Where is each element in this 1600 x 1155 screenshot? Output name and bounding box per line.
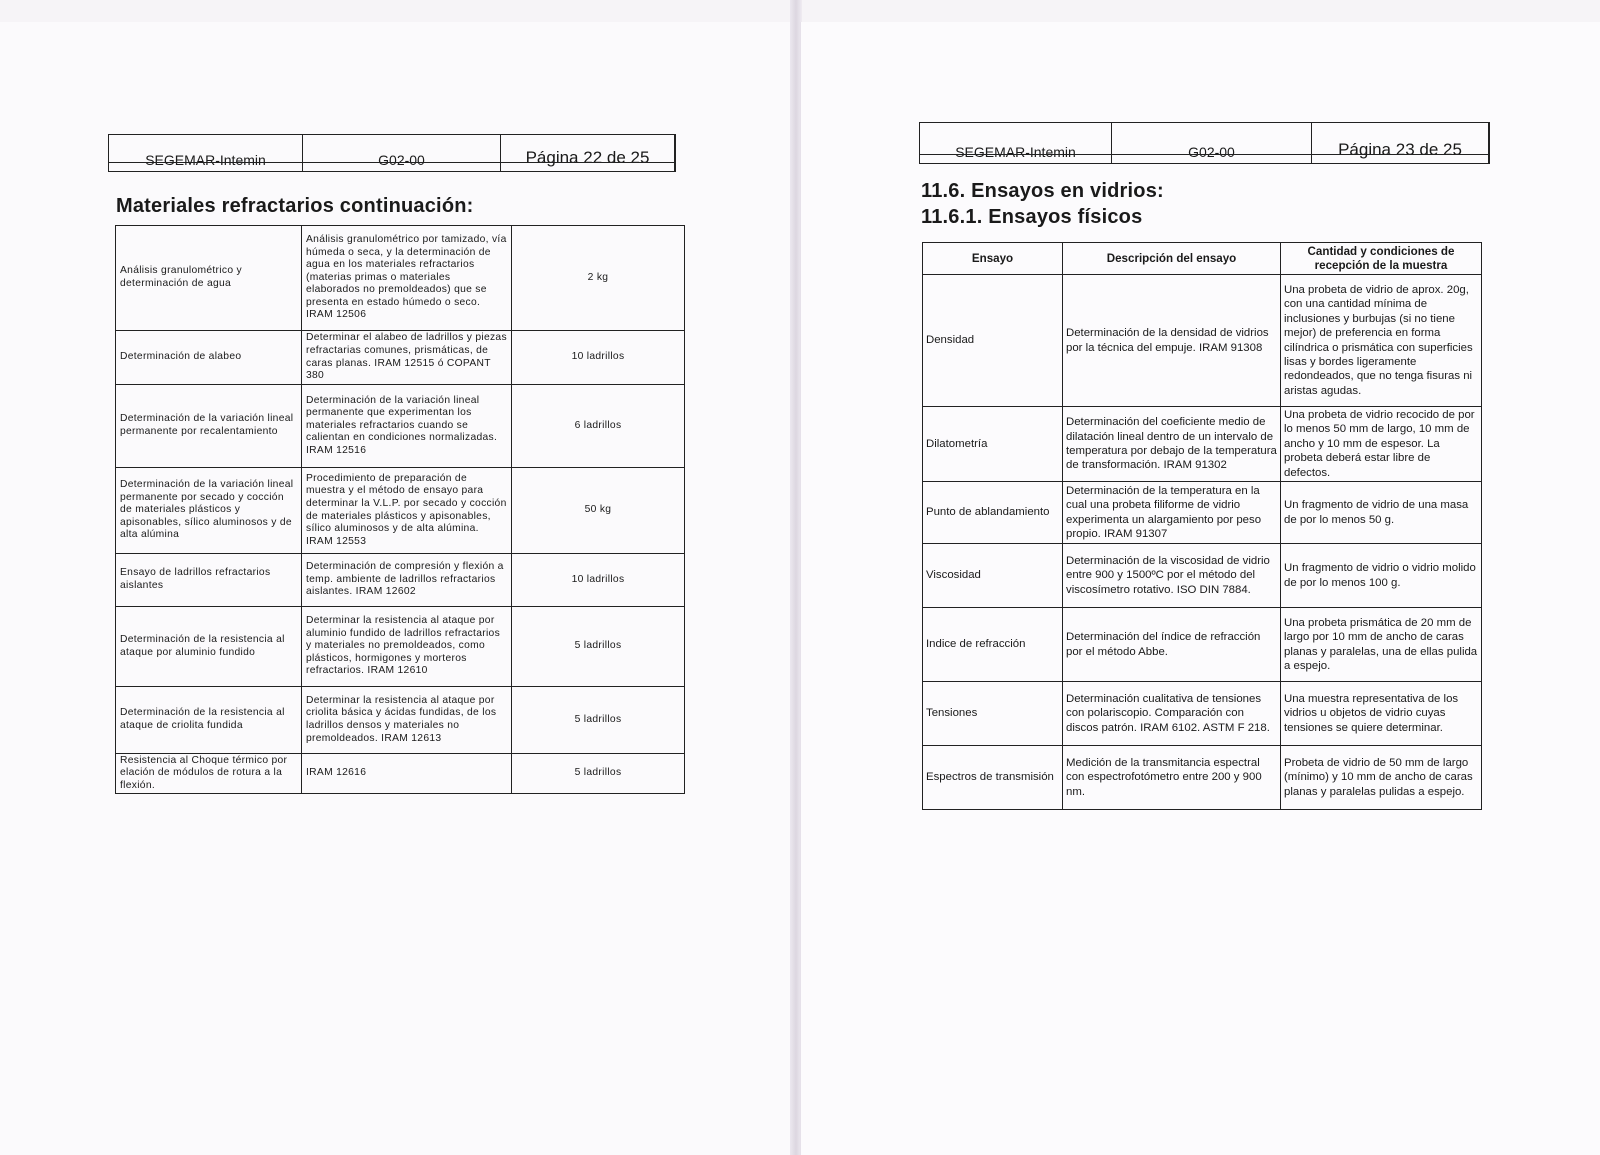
sample-quantity-cell: 50 kg: [512, 468, 685, 554]
column-header-test: Ensayo: [923, 243, 1063, 275]
table-row: [116, 331, 685, 385]
test-name-cell: Dilatometría: [923, 407, 1063, 482]
test-name-cell: Determinación de la variación lineal permanente por secado y cocción de materiales plásticos y apisonables, sílico aluminosos y de alta alúmina: [116, 468, 302, 554]
section-heading: Materiales refractarios continuación:: [116, 195, 474, 217]
test-name-cell: Viscosidad: [923, 544, 1063, 608]
header-page-number: Página 23 de 25: [1312, 123, 1489, 163]
table-row: [116, 554, 685, 607]
refractories-table: [115, 225, 685, 794]
test-description-cell: Determinación del coeficiente medio de dilatación lineal dentro de un intervalo de temperatura por debajo de la temperatura de transformación. IRAM 91302: [1063, 407, 1281, 482]
table-row: [923, 608, 1482, 682]
test-name-cell: Determinación de la resistencia al ataque de criolita fundida: [116, 687, 302, 754]
sample-quantity-cell: 5 ladrillos: [512, 687, 685, 754]
test-name-cell: Indice de refracción: [923, 608, 1063, 682]
table-row: [116, 754, 685, 794]
header-code: G02-00: [303, 135, 501, 171]
sample-conditions-cell: Un fragmento de vidrio de una masa de por lo menos 50 g.: [1281, 482, 1482, 544]
test-name-cell: Punto de ablandamiento: [923, 482, 1063, 544]
right-page-header: [919, 122, 1490, 164]
header-org: SEGEMAR-Intemin: [920, 123, 1112, 163]
sample-conditions-cell: Probeta de vidrio de 50 mm de largo (mínimo) y 10 mm de ancho de caras planas y paralelas pulidas a espejo.: [1281, 746, 1482, 810]
table-row: [923, 682, 1482, 746]
test-name-cell: Determinación de alabeo: [116, 331, 302, 385]
test-description-cell: IRAM 12616: [302, 754, 512, 794]
sample-conditions-cell: Una probeta de vidrio recocido de por lo menos 50 mm de largo, 10 mm de ancho y 10 mm de espesor. La probeta deberá estar libre de defectos.: [1281, 407, 1482, 482]
test-description-cell: Determinar la resistencia al ataque por criolita básica y ácidas fundidas, de los ladrillos densos y materiales no premoldeados. IRAM 12613: [302, 687, 512, 754]
table-row: [923, 482, 1482, 544]
sample-quantity-cell: 10 ladrillos: [512, 331, 685, 385]
table-row: [923, 544, 1482, 608]
sample-conditions-cell: Un fragmento de vidrio o vidrio molido de por lo menos 100 g.: [1281, 544, 1482, 608]
column-header-sample: Cantidad y condiciones de recepción de la muestra: [1281, 243, 1482, 275]
header-rule: [109, 162, 675, 163]
table-header-row: [923, 243, 1482, 275]
test-description-cell: Determinación de la viscosidad de vidrio entre 900 y 1500ºC por el método del viscosímetro rotativo. ISO DIN 7884.: [1063, 544, 1281, 608]
test-description-cell: Determinación de la densidad de vidrios por la técnica del empuje. IRAM 91308: [1063, 275, 1281, 407]
table-row: [116, 226, 685, 331]
test-name-cell: Ensayo de ladrillos refractarios aislantes: [116, 554, 302, 607]
test-name-cell: Determinación de la variación lineal permanente por recalentamiento: [116, 385, 302, 468]
test-description-cell: Determinar el alabeo de ladrillos y piezas refractarias comunes, prismáticas, de caras planas. IRAM 12515 ó COPANT 380: [302, 331, 512, 385]
sample-quantity-cell: 5 ladrillos: [512, 754, 685, 794]
header-page-number: Página 22 de 25: [501, 135, 675, 171]
test-description-cell: Análisis granulométrico por tamizado, vía húmeda o seca, y la determinación de agua en los materiales refractarios (materias primas o materiales elaborados no premoldeados) que se presenta en estado húmedo o seco. IRAM 12506: [302, 226, 512, 331]
test-description-cell: Determinar la resistencia al ataque por aluminio fundido de ladrillos refractarios y materiales no premoldeados, como plásticos, hormigones y morteros refractarios. IRAM 12610: [302, 607, 512, 687]
sample-quantity-cell: 5 ladrillos: [512, 607, 685, 687]
sample-conditions-cell: Una muestra representativa de los vidrios u objetos de vidrio cuyas tensiones se quiere determinar.: [1281, 682, 1482, 746]
column-header-description: Descripción del ensayo: [1063, 243, 1281, 275]
table-row: [116, 687, 685, 754]
test-description-cell: Medición de la transmitancia espectral con espectrofotómetro entre 200 y 900 nm.: [1063, 746, 1281, 810]
table-row: [116, 607, 685, 687]
sample-conditions-cell: Una probeta prismática de 20 mm de largo por 10 mm de ancho de caras planas y paralelas, una de ellas pulida a espejo.: [1281, 608, 1482, 682]
header-org: SEGEMAR-Intemin: [109, 135, 303, 171]
glass-tests-table: [922, 242, 1482, 810]
test-description-cell: Determinación de la temperatura en la cual una probeta filiforme de vidrio experimenta un alargamiento por peso propio. IRAM 91307: [1063, 482, 1281, 544]
test-name-cell: Espectros de transmisión: [923, 746, 1063, 810]
test-name-cell: Análisis granulométrico y determinación de agua: [116, 226, 302, 331]
test-name-cell: Resistencia al Choque térmico por elación de módulos de rotura a la flexión.: [116, 754, 302, 794]
test-description-cell: Determinación cualitativa de tensiones con polariscopio. Comparación con discos patrón. IRAM 6102. ASTM F 218.: [1063, 682, 1281, 746]
table-row: [923, 746, 1482, 810]
test-name-cell: Determinación de la resistencia al ataque por aluminio fundido: [116, 607, 302, 687]
sample-quantity-cell: 6 ladrillos: [512, 385, 685, 468]
header-code: G02-00: [1112, 123, 1312, 163]
sample-quantity-cell: 10 ladrillos: [512, 554, 685, 607]
sample-quantity-cell: 2 kg: [512, 226, 685, 331]
left-page-header: [108, 134, 676, 172]
test-description-cell: Determinación de compresión y flexión a temp. ambiente de ladrillos refractarios aislantes. IRAM 12602: [302, 554, 512, 607]
test-name-cell: Densidad: [923, 275, 1063, 407]
test-description-cell: Determinación del índice de refracción por el método Abbe.: [1063, 608, 1281, 682]
table-row: [116, 385, 685, 468]
subsection-heading: 11.6.1. Ensayos físicos: [921, 206, 1143, 228]
sample-conditions-cell: Una probeta de vidrio de aprox. 20g, con una cantidad mínima de inclusiones y burbujas (si no tiene mejor) de preferencia en forma cilíndrica o prismática con superficies lisas y bordes ligeramente redondeados, que no tenga fisuras ni aristas agudas.: [1281, 275, 1482, 407]
table-row: [923, 407, 1482, 482]
section-heading: 11.6. Ensayos en vidrios:: [921, 180, 1164, 202]
table-row: [116, 468, 685, 554]
header-rule: [920, 154, 1489, 155]
table-row: [923, 275, 1482, 407]
test-name-cell: Tensiones: [923, 682, 1063, 746]
test-description-cell: Procedimiento de preparación de muestra y el método de ensayo para determinar la V.L.P. por secado y cocción de materiales plásticos y apisonables, sílico aluminosos y de alta alúmina. IRAM 12553: [302, 468, 512, 554]
test-description-cell: Determinación de la variación lineal permanente que experimentan los materiales refractarios cuando se calientan en condiciones normalizadas. IRAM 12516: [302, 385, 512, 468]
